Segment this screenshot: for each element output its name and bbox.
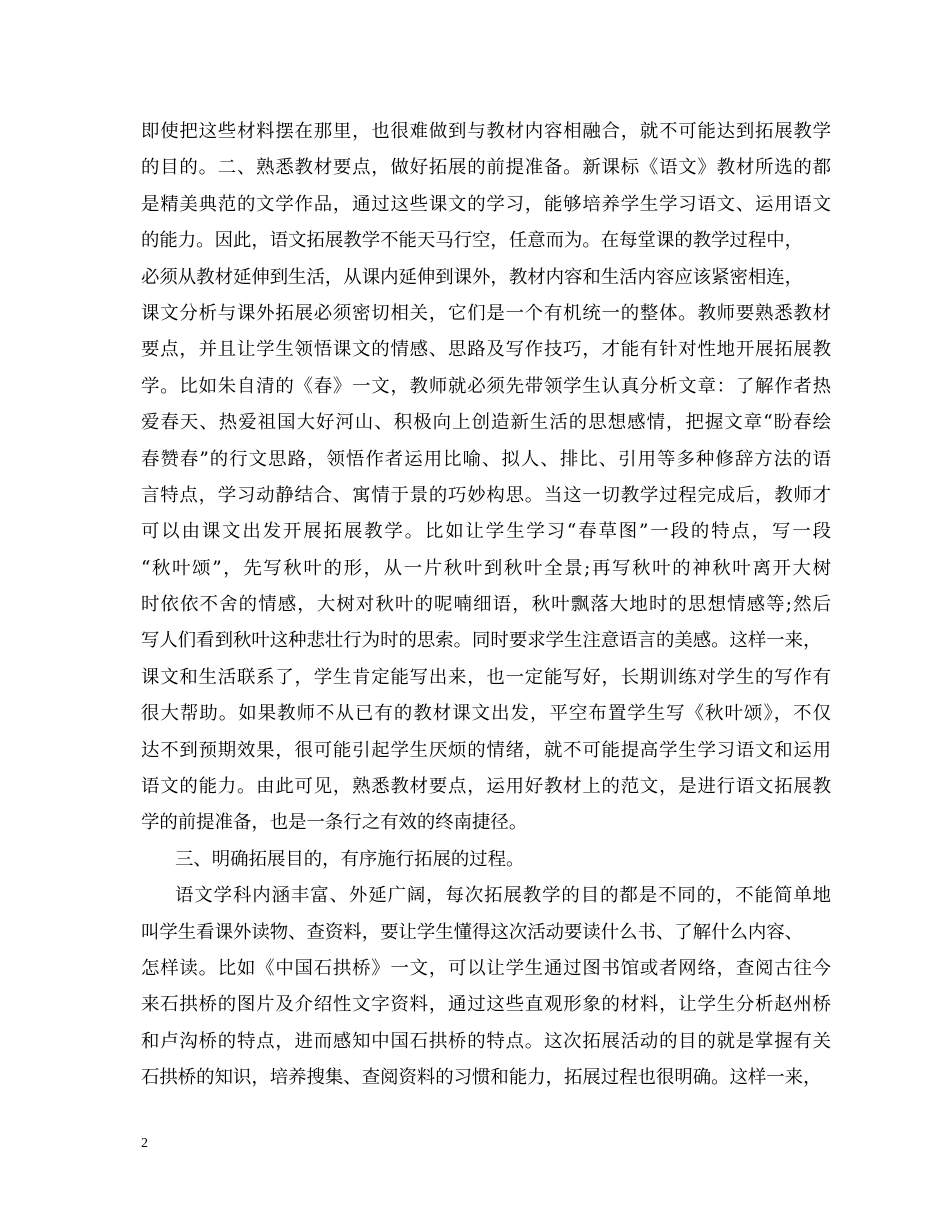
page-number: 2 [141, 1136, 148, 1151]
text-line: 叫学生看课外读物、查资料，要让学生懂得这次活动要读什么书、了解什么内容、 [141, 921, 804, 943]
text-line: 是精美典范的文学作品，通过这些课文的学习，能够培养学生学习语文、运用语文 [141, 193, 831, 215]
text-line: 的目的。二、熟悉教材要点，做好拓展的前提准备。新课标《语文》教材所选的都 [141, 157, 831, 179]
text-line: 和卢沟桥的特点，进而感知中国石拱桥的特点。这次拓展活动的目的就是掌握有关 [141, 1030, 831, 1052]
text-line: 很大帮助。如果教师不从已有的教材课文出发，平空布置学生写《秋叶颂》，不仅 [141, 703, 831, 725]
text-line: 言特点，学习动静结合、寓情于景的巧妙构思。当这一切教学过程完成后，教师才 [141, 484, 831, 506]
text-line: 时依依不舍的情感，大树对秋叶的呢喃细语，秋叶飘落大地时的思想情感等;然后 [141, 594, 831, 616]
text-line: 课文和生活联系了，学生肯定能写出来，也一定能写好，长期训练对学生的写作有 [141, 666, 831, 688]
body-text [141, 114, 831, 1097]
text-line: 语文的能力。由此可见，熟悉教材要点，运用好教材上的范文，是进行语文拓展教 [141, 776, 831, 798]
text-line: 写人们看到秋叶这种悲壮行为时的思索。同时要求学生注意语言的美感。这样一来， [141, 630, 822, 652]
text-line: 三、明确拓展目的，有序施行拓展的过程。 [175, 848, 525, 870]
text-line: 的能力。因此，语文拓展教学不能天马行空，任意而为。在每堂课的教学过程中， [141, 230, 804, 252]
text-line: “秋叶颂”，先写秋叶的形，从一片秋叶到秋叶全景;再写秋叶的神秋叶离开大树 [141, 557, 831, 579]
text-line: 语文学科内涵丰富、外延广阔，每次拓展教学的目的都是不同的，不能简单地 [175, 885, 831, 907]
text-line: 可以由课文出发开展拓展教学。比如让学生学习“春草图”一段的特点，写一段 [141, 521, 831, 543]
text-line: 必须从教材延伸到生活，从课内延伸到课外，教材内容和生活内容应该紧密相连， [141, 266, 804, 288]
text-line: 石拱桥的知识，培养搜集、查阅资料的习惯和能力，拓展过程也很明确。这样一来， [141, 1067, 822, 1089]
text-line: 怎样读。比如《中国石拱桥》一文，可以让学生通过图书馆或者网络，查阅古往今 [141, 957, 831, 979]
text-line: 课文分析与课外拓展必须密切相关，它们是一个有机统一的整体。教师要熟悉教材 [141, 302, 831, 324]
text-line: 春赞春”的行文思路，领悟作者运用比喻、拟人、排比、引用等多种修辞方法的语 [141, 448, 831, 470]
text-line: 达不到预期效果，很可能引起学生厌烦的情绪，就不可能提高学生学习语文和运用 [141, 739, 831, 761]
text-line: 来石拱桥的图片及介绍性文字资料，通过这些直观形象的材料，让学生分析赵州桥 [141, 994, 831, 1016]
text-line: 学的前提准备，也是一条行之有效的终南捷径。 [141, 812, 528, 834]
text-line: 学。比如朱自清的《春》一文，教师就必须先带领学生认真分析文章：了解作者热 [141, 375, 831, 397]
text-line: 爱春天、热爱祖国大好河山、积极向上创造新生活的思想感情，把握文章“盼春绘 [141, 412, 831, 434]
text-line: 即使把这些材料摆在那里，也很难做到与教材内容相融合，就不可能达到拓展教学 [141, 121, 831, 142]
text-line: 要点，并且让学生领悟课文的情感、思路及写作技巧，才能有针对性地开展拓展教 [141, 339, 831, 361]
